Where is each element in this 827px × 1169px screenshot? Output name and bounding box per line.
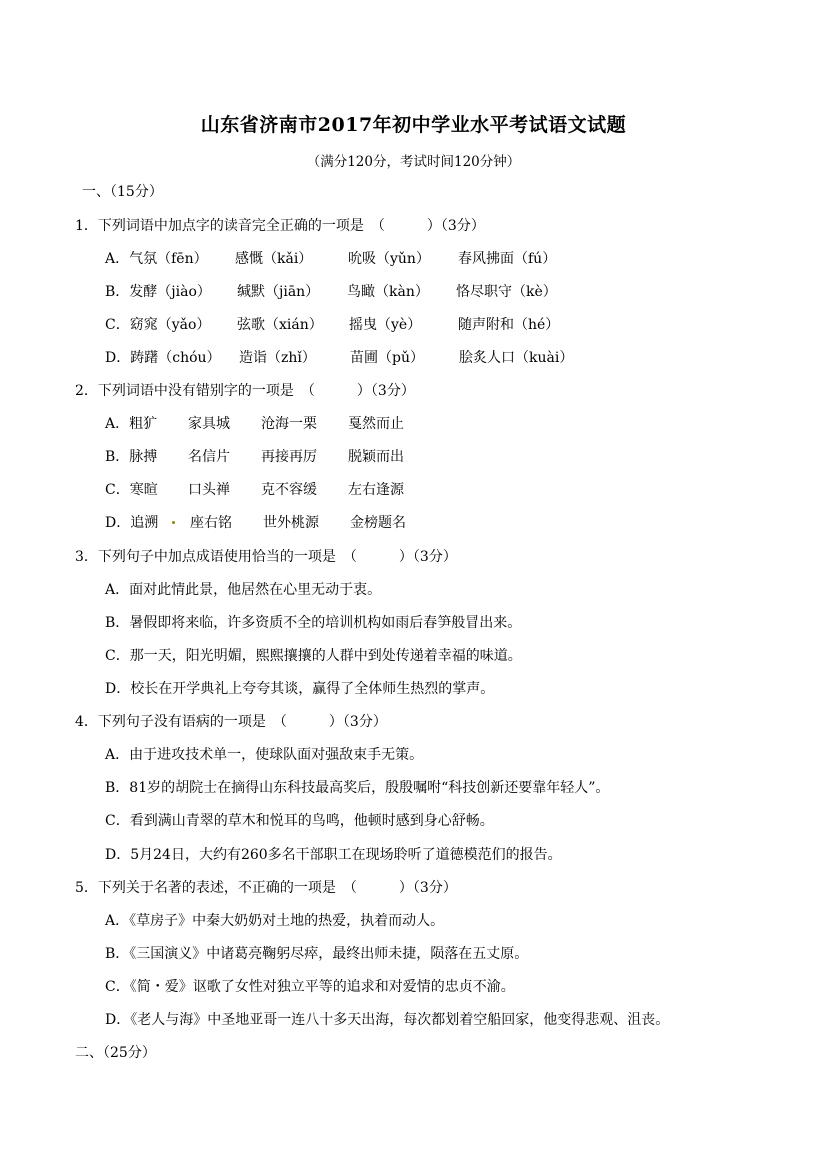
question-3-option-a: A．面对此情此景，他居然在心里无动于衷。 [105, 582, 382, 598]
option-cell: C．寒暄 [105, 482, 158, 498]
option-cell: B．脉搏 [105, 449, 158, 465]
question-2-option-a [0, 414, 827, 434]
option-cell: 造诣（zhǐ） [239, 350, 316, 366]
option-cell: 春风拂面（fú） [458, 251, 557, 267]
question-2-option-c [0, 480, 827, 500]
question-1-option-a [0, 249, 827, 269]
option-cell: 恪尽职守（kè） [456, 284, 557, 300]
question-4-option-c: C．看到满山青翠的草木和悦耳的鸟鸣，他顿时感到身心舒畅。 [105, 813, 494, 829]
stray-mark [172, 521, 175, 524]
question-5-option-b: B．《三国演义》中诸葛亮鞠躬尽瘁，最终出师未捷，陨落在五丈原。 [105, 946, 529, 962]
option-cell: 再接再厉 [261, 449, 317, 465]
question-4-stem: 4．下列句子没有语病的一项是 （ ）（3分） [75, 714, 387, 730]
question-5-stem: 5．下列关于名著的表述，不正确的一项是 （ ）（3分） [75, 880, 457, 896]
option-cell: D．追溯 [105, 515, 159, 531]
page-title: 山东省济南市2017年初中学业水平考试语文试题 [200, 114, 627, 136]
question-5-option-a: A．《草房子》中秦大奶奶对土地的热爱，执着而动人。 [105, 913, 445, 929]
question-3-option-c: C．那一天，阳光明媚，熙熙攘攘的人群中到处传递着幸福的味道。 [105, 648, 522, 664]
option-cell: 吮吸（yǔn） [348, 251, 430, 267]
option-cell: 世外桃源 [263, 515, 319, 531]
question-1-option-d [0, 348, 827, 368]
option-cell: 弦歌（xián） [237, 317, 323, 333]
option-cell: 缄默（jiān） [237, 284, 320, 300]
option-cell: D．踌躇（chóu） [105, 350, 221, 366]
question-3-option-d: D．校长在开学典礼上夸夸其谈，赢得了全体师生热烈的掌声。 [105, 681, 495, 697]
question-1-option-c [0, 315, 827, 335]
question-5-option-d: D．《老人与海》中圣地亚哥一连八十多天出海，每次都划着空船回家，他变得悲观、沮丧。 [105, 1012, 670, 1028]
option-cell: 口头禅 [188, 482, 230, 498]
question-2-stem: 2．下列词语中没有错别字的一项是 （ ）（3分） [75, 383, 415, 399]
exam-info: （满分120分，考试时间120分钟） [306, 154, 521, 170]
option-cell: 苗圃（pǔ） [350, 350, 424, 366]
question-1-stem: 1．下列词语中加点字的读音完全正确的一项是 （ ）（3分） [75, 218, 485, 234]
question-2-option-d [0, 513, 827, 533]
question-1-option-b [0, 282, 827, 302]
option-cell: 脱颖而出 [348, 449, 404, 465]
option-cell: C．窈窕（yǎo） [105, 317, 211, 333]
option-cell: 戛然而止 [348, 416, 404, 432]
section-heading-1: 一、（15分） [82, 184, 163, 200]
option-cell: 名信片 [188, 449, 230, 465]
question-2-option-b [0, 447, 827, 467]
option-cell: 鸟瞰（kàn） [347, 284, 429, 300]
option-cell: 左右逢源 [348, 482, 404, 498]
question-4-option-a: A．由于进攻技术单一，使球队面对强敌束手无策。 [105, 747, 424, 763]
question-4-option-d: D．5月24日，大约有260多名干部职工在现场聆听了道德模范们的报告。 [105, 847, 562, 863]
question-3-stem: 3．下列句子中加点成语使用恰当的一项是 （ ）（3分） [75, 549, 457, 565]
option-cell: 座右铭 [190, 515, 232, 531]
question-4-option-b: B．81岁的胡院士在摘得山东科技最高奖后，殷殷嘱咐“科技创新还要靠年轻人”。 [105, 780, 610, 796]
option-cell: A．气氛（fēn） [105, 251, 208, 267]
option-cell: 家具城 [188, 416, 230, 432]
option-cell: 脍炙人口（kuài） [459, 350, 574, 366]
option-cell: 金榜题名 [350, 515, 406, 531]
section-heading-2: 二、（25分） [75, 1045, 156, 1061]
option-cell: 摇曳（yè） [349, 317, 422, 333]
option-cell: A．粗犷 [105, 416, 158, 432]
question-5-option-c: C．《简・爱》讴歌了女性对独立平等的追求和对爱情的忠贞不渝。 [105, 979, 515, 995]
option-cell: B．发酵（jiào） [105, 284, 211, 300]
option-cell: 克不容缓 [261, 482, 317, 498]
option-cell: 沧海一栗 [261, 416, 317, 432]
question-3-option-b: B．暑假即将来临，许多资质不全的培训机构如雨后春笋般冒出来。 [105, 615, 522, 631]
option-cell: 感慨（kǎi） [235, 251, 313, 267]
option-cell: 随声附和（hé） [458, 317, 560, 333]
